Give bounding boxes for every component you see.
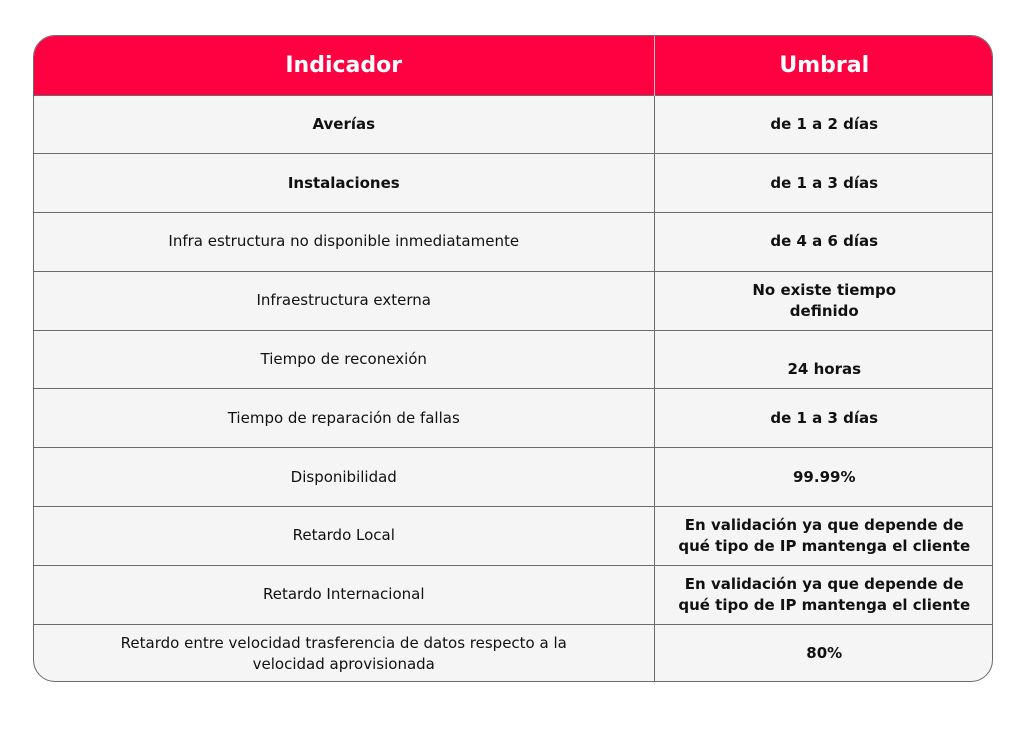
- umbral-cell: de 1 a 3 días: [654, 389, 993, 448]
- table-row: [34, 330, 993, 389]
- indicador-cell: Disponibilidad: [34, 448, 654, 507]
- indicador-cell: [34, 624, 654, 682]
- indicador-cell: Retardo Local: [34, 507, 654, 566]
- indicador-text: Retardo entre velocidad trasferencia de datos respecto a la velocidad aprovisionada: [120, 633, 567, 673]
- umbral-cell: [654, 565, 993, 624]
- header-umbral: Umbral: [654, 36, 993, 95]
- umbral-cell: de 1 a 2 días: [654, 95, 993, 154]
- table-row: [34, 389, 993, 448]
- indicador-cell: Instalaciones: [34, 154, 654, 213]
- umbral-cell: de 4 a 6 días: [654, 213, 993, 272]
- table-row: [34, 624, 993, 682]
- indicador-cell: Tiempo de reparación de fallas: [34, 389, 654, 448]
- umbral-cell: 80%: [654, 624, 993, 682]
- indicador-cell: Infra estructura no disponible inmediatamente: [34, 213, 654, 272]
- indicador-cell: Averías: [34, 95, 654, 154]
- table-row: [34, 213, 993, 272]
- umbral-cell: [654, 507, 993, 566]
- table-row: [34, 565, 993, 624]
- umbral-cell: 24 horas: [654, 330, 993, 389]
- umbral-cell: de 1 a 3 días: [654, 154, 993, 213]
- table-row: [34, 154, 993, 213]
- indicador-cell: Tiempo de reconexión: [34, 330, 654, 389]
- umbral-text: No existe tiempo definido: [752, 280, 897, 320]
- umbral-cell: 99.99%: [654, 448, 993, 507]
- header-row: [34, 36, 993, 95]
- indicador-cell: Infraestructura externa: [34, 271, 654, 330]
- table-row: [34, 507, 993, 566]
- umbral-text: En validación ya que depende de qué tipo de IP mantenga el cliente: [678, 574, 971, 614]
- umbral-cell: [654, 271, 993, 330]
- table-row: [34, 448, 993, 507]
- umbral-text: En validación ya que depende de qué tipo de IP mantenga el cliente: [678, 515, 971, 555]
- indicador-cell: Retardo Internacional: [34, 565, 654, 624]
- table-row: [34, 95, 993, 154]
- table-row: [34, 271, 993, 330]
- threshold-table: [33, 35, 993, 682]
- header-indicador: Indicador: [34, 36, 654, 95]
- threshold-table-grid: [34, 36, 993, 682]
